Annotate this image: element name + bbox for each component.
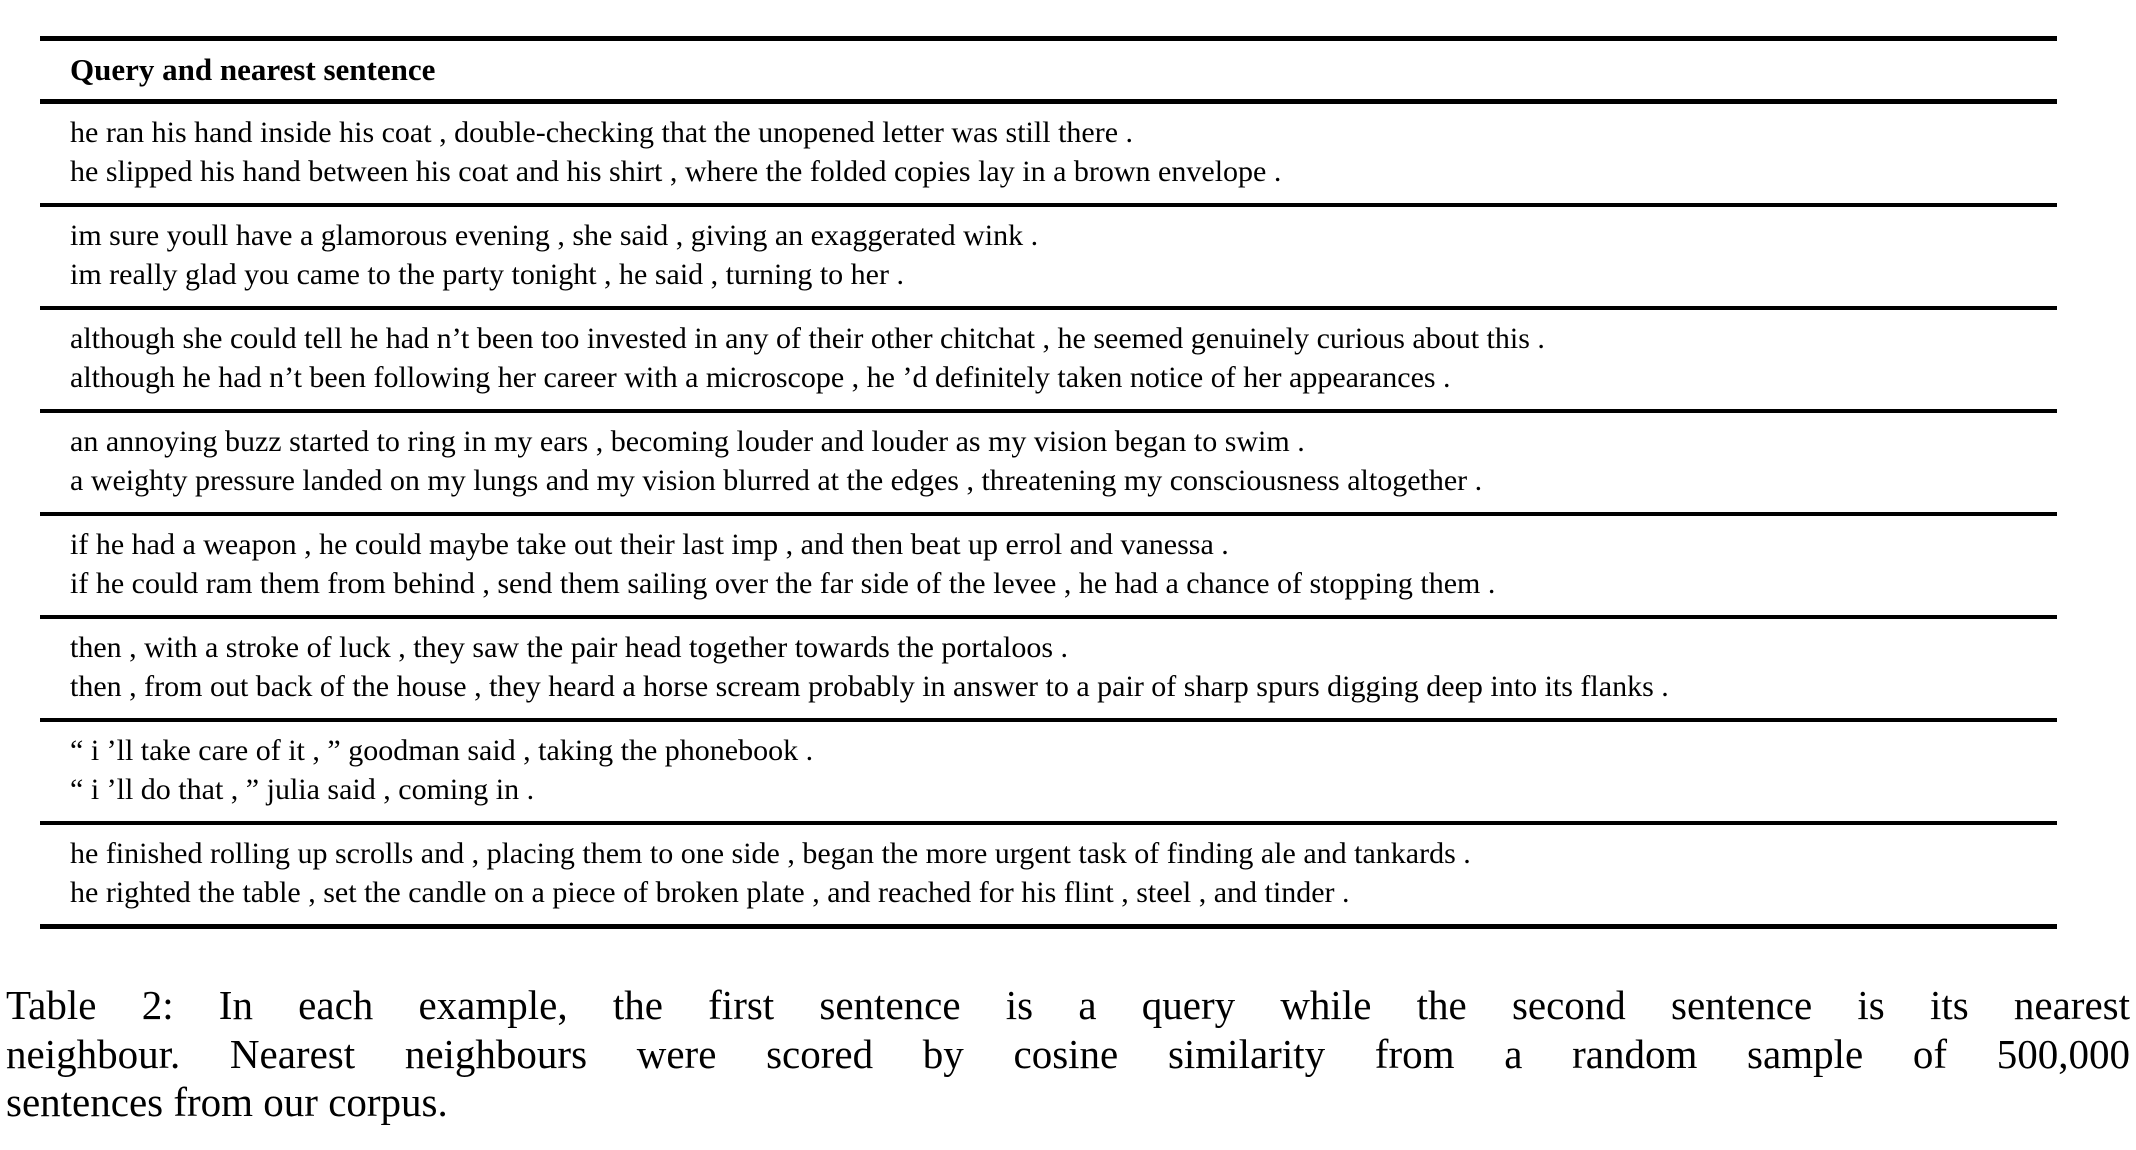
neighbour-sentence: a weighty pressure landed on my lungs and my vision blurred at the edges , threatening my consciousness altogether . <box>70 463 1483 497</box>
table-header-label: Query and nearest sentence <box>70 52 436 87</box>
query-sentence: then , with a stroke of luck , they saw the pair head together towards the portaloos . <box>70 631 1069 664</box>
neighbour-sentence: he slipped his hand between his coat and his shirt , where the folded copies lay in a brown envelope . <box>70 154 1282 188</box>
query-sentence: “ i ’ll take care of it , ” goodman said , taking the phonebook . <box>70 734 814 767</box>
table-row <box>40 722 2057 825</box>
neighbour-sentence: im really glad you came to the party tonight , he said , turning to her . <box>70 257 904 291</box>
query-sentence: he finished rolling up scrolls and , placing them to one side , began the more urgent task of finding ale and tankards . <box>70 837 1471 870</box>
neighbour-sentence: if he could ram them from behind , send them sailing over the far side of the levee , he had a chance of stopping them . <box>70 566 1496 600</box>
table-row <box>40 207 2057 310</box>
query-neighbour-table <box>40 36 2057 929</box>
table-header <box>40 41 2057 104</box>
table-row <box>40 310 2057 413</box>
neighbour-sentence: he righted the table , set the candle on a piece of broken plate , and reached for his flint , steel , and tinder . <box>70 875 1350 909</box>
neighbour-sentence: although he had n’t been following her career with a microscope , he ’d definitely taken notice of her appearances . <box>70 360 1451 394</box>
caption-line-1: Table 2: In each example, the first sentence is a query while the second sentence is its nearest <box>6 982 2130 1028</box>
neighbour-sentence: “ i ’ll do that , ” julia said , coming in . <box>70 772 535 806</box>
caption-line-2: neighbour. Nearest neighbours were scored by cosine similarity from a random sample of 500,000 <box>6 1030 2130 1077</box>
table-caption <box>6 981 2130 1127</box>
table-row <box>40 104 2057 207</box>
caption-line-3: sentences from our corpus. <box>6 1079 448 1125</box>
query-sentence: he ran his hand inside his coat , double-checking that the unopened letter was still there . <box>70 116 1134 149</box>
query-sentence: although she could tell he had n’t been too invested in any of their other chitchat , he seemed genuinely curious about this . <box>70 322 1545 355</box>
query-sentence: if he had a weapon , he could maybe take out their last imp , and then beat up errol and vanessa . <box>70 528 1229 561</box>
table-row <box>40 825 2057 929</box>
query-sentence: im sure youll have a glamorous evening , she said , giving an exaggerated wink . <box>70 219 1039 252</box>
table-row <box>40 516 2057 619</box>
table-row <box>40 413 2057 516</box>
table-row <box>40 619 2057 722</box>
neighbour-sentence: then , from out back of the house , they heard a horse scream probably in answer to a pair of sharp spurs digging deep into its flanks . <box>70 669 1669 703</box>
query-sentence: an annoying buzz started to ring in my ears , becoming louder and louder as my vision began to swim . <box>70 425 1305 458</box>
